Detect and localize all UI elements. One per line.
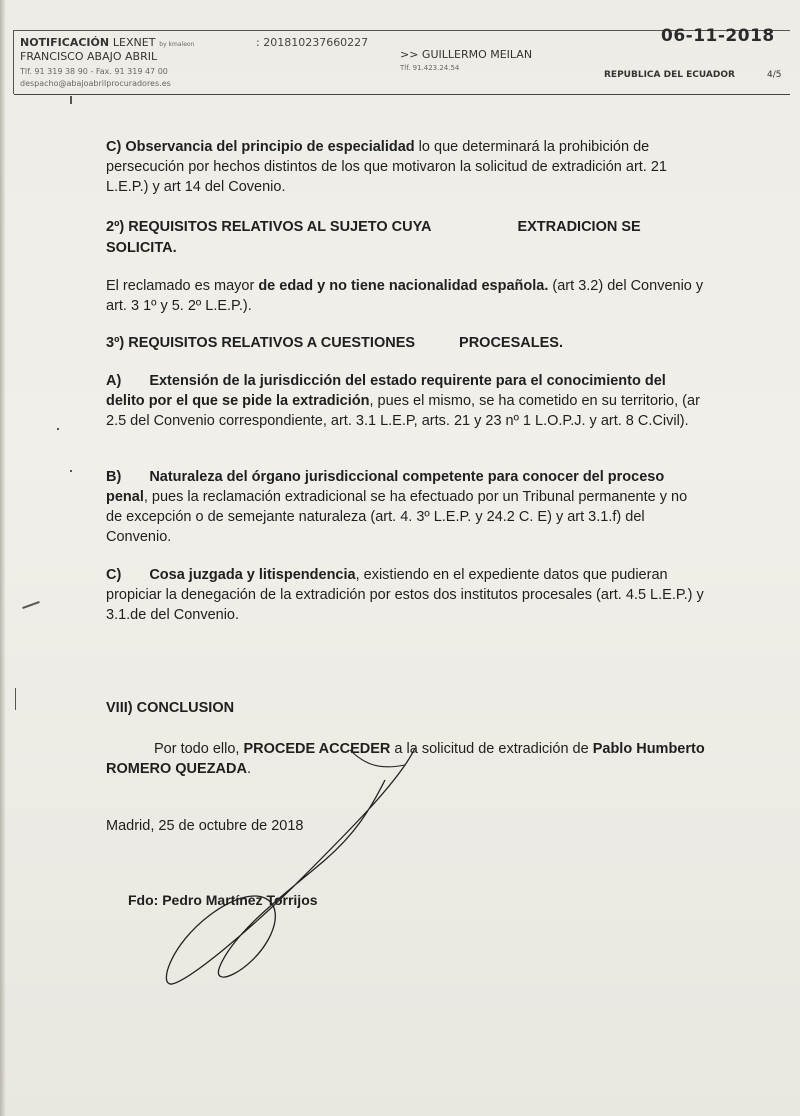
paragraph-label: A) — [106, 373, 122, 389]
paragraph-bold: de edad y no tiene nacionalidad española. — [258, 278, 549, 294]
notification-system: LEXNET — [112, 36, 156, 49]
paragraph-text: , pues el mismo, se ha cometido en su territorio, (ar 2.5 del Convenio correspondiente, art. 3.1 L.E.P, arts. 21 y 23 nº 1 L.O.P.J. y art. 8 C.Civil). — [106, 393, 700, 429]
paragraph-label: B) — [106, 469, 122, 485]
paragraph-title: Cosa juzgada y litispendencia — [149, 567, 356, 583]
paragraph-bold: PROCEDE ACCEDER — [243, 741, 391, 757]
paragraph-label: C) — [106, 139, 122, 155]
heading-part-b: PROCESALES. — [459, 335, 563, 351]
place-and-date: Madrid, 25 de octubre de 2018 — [106, 818, 304, 834]
paragraph-text: Por todo ello, — [154, 741, 244, 757]
sender-name: FRANCISCO ABAJO ABRIL — [20, 50, 158, 63]
paragraph-jurisdiction — [106, 371, 706, 431]
margin-dot — [57, 428, 59, 430]
paragraph-text: El reclamado es mayor — [106, 278, 259, 294]
paragraph-title: Naturaleza del órgano jurisdiccional competente para conocer del proceso penal — [106, 469, 665, 505]
signatory-line: Fdo: Pedro Martínez Torrijos — [128, 892, 318, 908]
paragraph-subject — [106, 276, 706, 316]
header-bottom-rule — [14, 94, 790, 95]
notification-date: 06-11-2018 — [661, 26, 775, 46]
extraditee-name: Pablo Humberto ROMERO QUEZADA — [106, 741, 705, 777]
reference-number: : 201810237660227 — [256, 36, 369, 49]
paragraph-res-judicata — [106, 565, 706, 625]
sender-phone: Tlf. 91 319 38 90 - Fax. 91 319 47 00 — [20, 67, 168, 76]
heading-part-a: 3º) REQUISITOS RELATIVOS A CUESTIONES — [106, 335, 416, 351]
paragraph-title: Observancia del principio de especialidad — [125, 139, 415, 155]
heading-part-b: EXTRADICION SE SOLICITA. — [106, 219, 641, 256]
paragraph-text: , pues la reclamación extradicional se ha efectuado por un Tribunal permanente y no de excepción o de semejante naturaleza (art. 4. 3º L.E.P. y 24.2 C. E) y art 3.1.f) del Convenio. — [106, 489, 688, 545]
margin-dot — [70, 470, 72, 472]
header-notification — [20, 36, 194, 49]
notification-by: by kmaleon — [159, 41, 195, 48]
page-number: 4/5 — [767, 70, 782, 80]
conclusion-heading: VIII) CONCLUSION — [106, 700, 235, 716]
paragraph-text-end: . — [246, 761, 252, 777]
heading-part-a: 2º) REQUISITOS RELATIVOS AL SUJETO CUYA — [106, 219, 432, 235]
paragraph-text: lo que determinará la prohibición de persecución por hechos distintos de los que motivaron la solicitud de extradición art. 21 L.E.P.) y art 14 del Covenio. — [106, 139, 667, 195]
paragraph-title: Extensión de la jurisdicción del estado requirente para el conocimiento del delito por el que se pide la extradición — [106, 373, 666, 409]
paragraph-text-end: (art 3.2) del Convenio y art. 3 1º y 5. 2º L.E.P.). — [106, 278, 704, 314]
country-label: REPUBLICA DEL ECUADOR — [604, 70, 735, 80]
paragraph-text-mid: a la solicitud de extradición de — [390, 741, 593, 757]
page-edge-shadow — [0, 0, 6, 1116]
paragraph-label: C) — [106, 567, 122, 583]
signature-stroke — [166, 748, 415, 984]
signature-flourish — [350, 750, 405, 767]
section-heading-procedural — [106, 333, 706, 353]
recipient-name: >> GUILLERMO MEILAN — [400, 48, 533, 61]
sender-email: despacho@abajoabrilprocuradores.es — [20, 79, 171, 88]
recipient-phone: Tlf. 91.423.24.54 — [400, 64, 460, 72]
header-tick-mark — [70, 96, 72, 104]
paragraph-text: , existiendo en el expediente datos que pudieran propiciar la denegación de la extradición por estos dos institutos procesales (art. 4.5 L.E.P.) y 3.1.de del Convenio. — [106, 567, 704, 623]
notification-label: NOTIFICACIÓN — [20, 36, 110, 49]
header-left-rule — [13, 30, 14, 94]
section-heading-subject — [106, 217, 706, 259]
paragraph-speciality — [106, 137, 706, 197]
margin-mark — [15, 688, 16, 710]
paragraph-court — [106, 467, 706, 547]
handwritten-signature — [150, 740, 450, 1000]
